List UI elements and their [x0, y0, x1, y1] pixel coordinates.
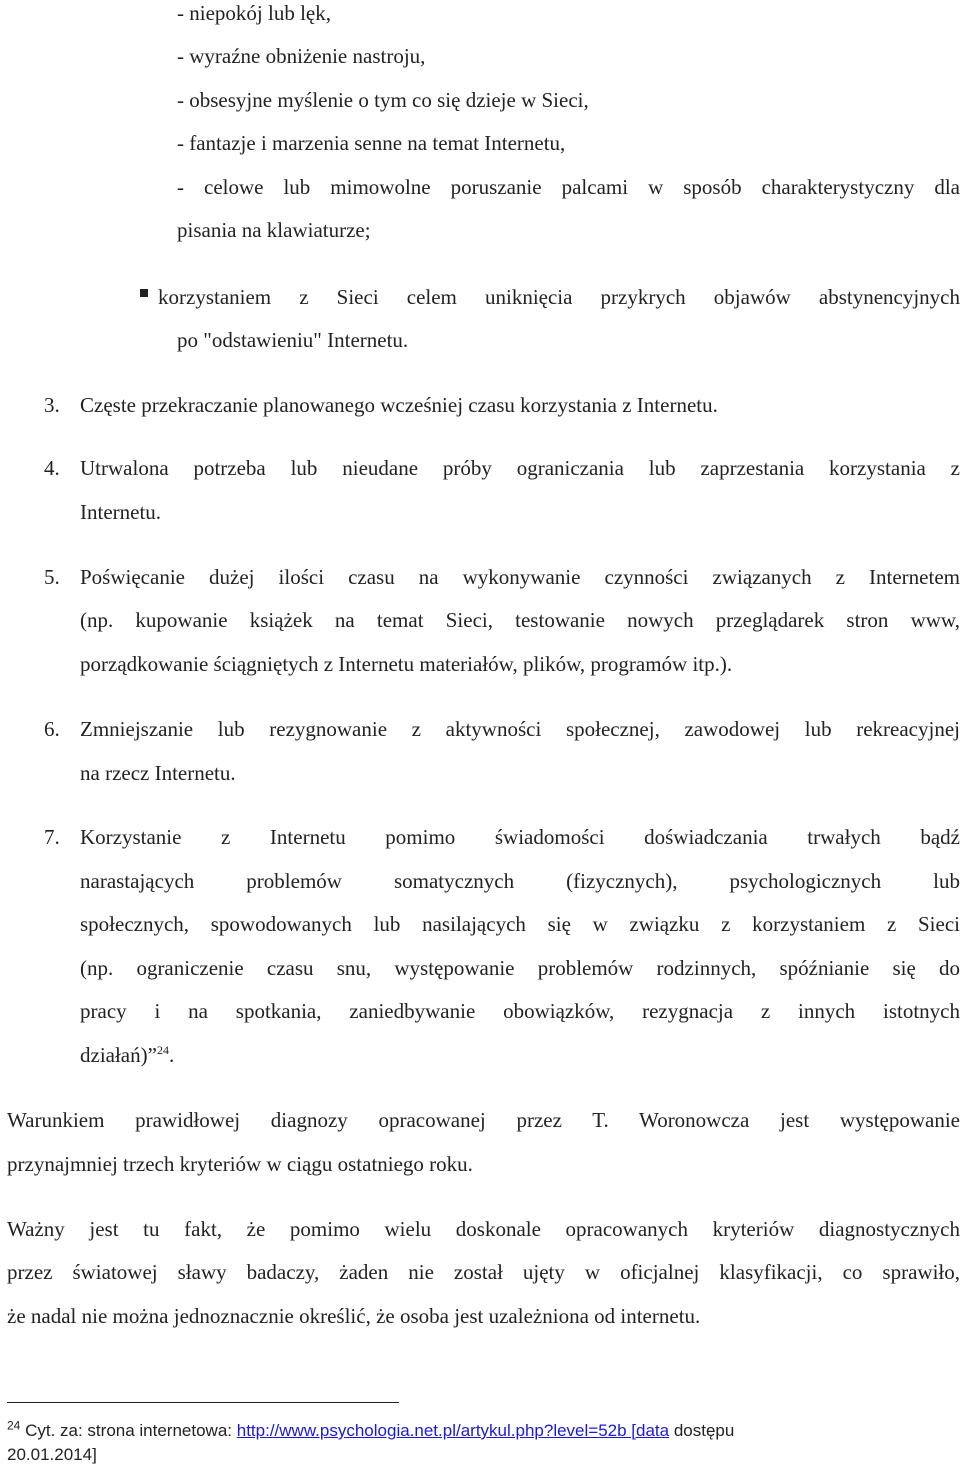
footnote-suffix: dostępu [669, 1421, 735, 1440]
item-text: Częste przekraczanie planowanego wcześniej czasu korzystania z Internetu. [80, 393, 718, 417]
footnote-number: 24 [7, 1418, 21, 1433]
item-text: Utrwalona potrzeba lub nieudane próby ograniczania lub zaprzestania korzystania z [80, 456, 960, 480]
item-text: społecznych, spowodowanych lub nasilających się w związku z korzystaniem z Sieci [80, 912, 960, 936]
footnote-prefix: Cyt. za: strona internetowa: [20, 1421, 237, 1440]
item-text: porządkowanie ściągniętych z Internetu materiałów, plików, programów itp.). [80, 652, 733, 676]
paragraph-line: że nadal nie można jednoznacznie określić, że osoba jest uzależniona od internetu. [7, 1304, 701, 1328]
item-text: (np. kupowanie książek na temat Sieci, testowanie nowych przeglądarek stron www, [80, 608, 960, 632]
symptom-line: pisania na klawiaturze; [177, 218, 371, 242]
symptom-line: - wyraźne obniżenie nastroju, [177, 44, 426, 68]
paragraph-line: Warunkiem prawidłowej diagnozy opracowanej przez T. Woronowcza jest występowanie [7, 1108, 960, 1132]
item-number: 4. [44, 456, 60, 480]
item-text: narastających problemów somatycznych (fizycznych), psychologicznych lub [80, 869, 960, 893]
item-number: 3. [44, 393, 60, 417]
symptom-line: - niepokój lub lęk, [177, 1, 331, 25]
symptom-line: - fantazje i marzenia senne na temat Internetu, [177, 131, 566, 155]
item-number: 5. [44, 565, 60, 589]
footnote-separator [7, 1402, 399, 1403]
item-text: Zmniejszanie lub rezygnowanie z aktywności społecznej, zawodowej lub rekreacyjnej [80, 717, 960, 741]
item-text: na rzecz Internetu. [80, 761, 236, 785]
symptom-line: - obsesyjne myślenie o tym co się dzieje w Sieci, [177, 88, 589, 112]
item-text: Poświęcanie dużej ilości czasu na wykonywanie czynności związanych z Internetem [80, 565, 960, 589]
footnote-date: 20.01.2014] [7, 1445, 97, 1464]
paragraph-line: przez światowej sławy badaczy, żaden nie został ujęty w oficjalnej klasyfikacji, co sprawiło, [7, 1260, 960, 1284]
item-number: 6. [44, 717, 60, 741]
paragraph-line: Ważny jest tu fakt, że pomimo wielu doskonale opracowanych kryteriów diagnostycznych [7, 1217, 960, 1241]
footnote-link[interactable]: http://www.psychologia.net.pl/artykul.php?level=52b [data [236, 1421, 670, 1440]
item-text-period: . [168, 1043, 175, 1067]
square-bullet-icon [140, 289, 148, 297]
footnote-ref[interactable]: 24 [156, 1043, 169, 1057]
paragraph-line: przynajmniej trzech kryteriów w ciągu ostatniego roku. [7, 1152, 473, 1176]
footnote [7, 1420, 734, 1442]
item-text: Korzystanie z Internetu pomimo świadomości doświadczania trwałych bądź [80, 825, 960, 849]
item-text [80, 1042, 174, 1068]
item-text-end: działań)” [80, 1043, 157, 1067]
item-text: (np. ograniczenie czasu snu, występowanie problemów rodzinnych, spóźnianie się do [80, 956, 960, 980]
bullet-text: po "odstawieniu" Internetu. [177, 328, 409, 352]
item-text: Internetu. [80, 500, 162, 524]
item-text: pracy i na spotkania, zaniedbywanie obowiązków, rezygnacja z innych istotnych [80, 999, 960, 1023]
bullet-text: korzystaniem z Sieci celem uniknięcia przykrych objawów abstynencyjnych [158, 285, 960, 309]
item-number: 7. [44, 825, 60, 849]
symptom-line: - celowe lub mimowolne poruszanie palcami w sposób charakterystyczny dla [177, 175, 960, 199]
